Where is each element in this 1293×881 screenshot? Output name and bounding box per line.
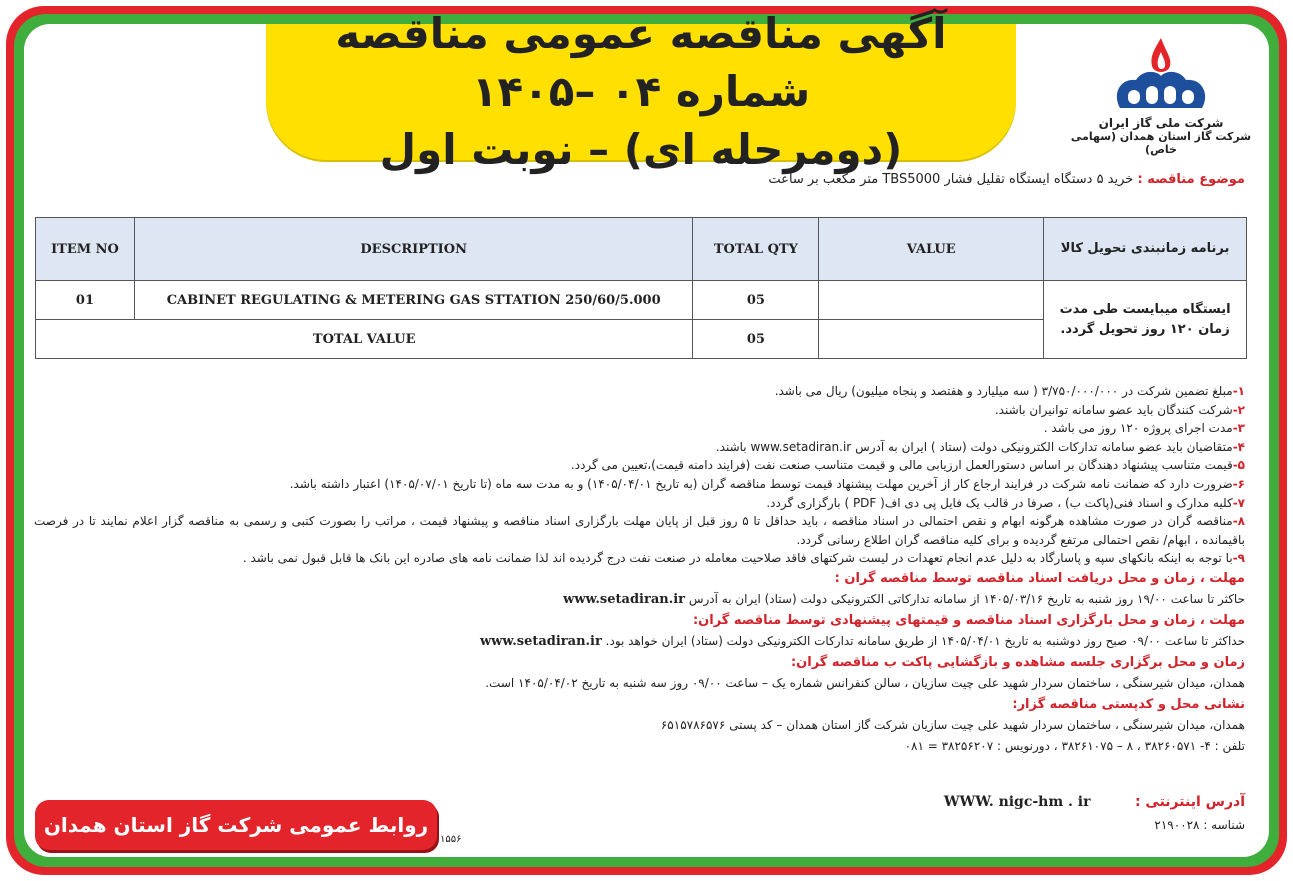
ad-code: ۱۵۵۶ [440,834,462,845]
section-heading-document-receipt: مهلت ، زمان و محل دریافت اسناد مناقصه توسط مناقصه گران : [834,570,1245,586]
section-body-opening-session: همدان، میدان شیرسنگی ، ساختمان سردار شهید علی چیت سازیان ، سالن کنفرانس شماره یک – ساعت ۰۹/۰۰ روز سه شنبه به تاریخ ۱۴۰۵/۰۴/۰۲ است. [485,675,1245,690]
title-line-2: (دومرحله ای) – نوبت اول [379,125,903,174]
section-heading-bid-upload: مهلت ، زمان و محل بارگزاری اسناد مناقصه و قیمتهای پیشنهادی توسط مناقصه گران: [692,612,1245,628]
clause-number: ۳- [1232,421,1245,436]
logo-subsidiary-name: شرکت گاز استان همدان (سهامی خاص) [1070,130,1252,156]
clause-number: ۸- [1232,514,1245,529]
clause-item [34,475,1245,494]
clause-text: کلیه مدارک و اسناد فنی(پاکت ب) ، صرفا در قالب یک فایل پی دی اف( PDF ) بارگزاری گردد. [766,495,1233,510]
cell-value [819,281,1044,320]
internet-label: آدرس اینترنتی : [1134,794,1245,810]
tender-clauses [34,382,1245,757]
total-value-label: TOTAL VALUE [36,320,693,359]
setadiran-link[interactable]: www.setadiran.ir [479,633,602,649]
public-relations-banner: روابط عمومی شرکت گاز استان همدان [35,800,437,850]
clause-number: ۴- [1232,439,1245,454]
internet-address [944,794,1245,810]
clause-item [34,438,1245,457]
section-text: حداکثر تا ساعت ۰۹/۰۰ صبح روز دوشنبه به تاریخ ۱۴۰۵/۰۴/۰۱ از طریق سامانه تدارکات الکترونیکی دولت (ستاد) ایران خواهد بود. [605,633,1245,648]
total-qty: 05 [693,320,819,359]
section-body-address: همدان، میدان شیرسنگی ، ساختمان سردار شهید علی چیت سازیان شرکت گاز استان همدان – کد پستی ۶۵۱۵۷۸۶۵۷۶ [660,717,1245,732]
clause-item [34,512,1245,549]
nigc-logo [1068,34,1254,156]
subject-label: موضوع مناقصه : [1137,172,1245,187]
header-total-qty: TOTAL QTY [693,218,819,281]
clause-text: متقاضیان باید عضو سامانه تدارکات الکترونیکی دولت (ستاد ) ایران به آدرس www.setadiran.ir باشند. [715,439,1233,454]
clause-number: ۱- [1232,384,1245,398]
clause-item [34,494,1245,513]
clause-text: با توجه به اینکه بانکهای سپه و پاسارگاد به دلیل عدم انجام تعهدات در لیست شرکتهای فاقد صلاحیت معامله در صنعت نفت درج گردیده اند لذا ضمانت نامه های صادره این بانک ها قابل قبول نمی باشد . [242,551,1233,566]
title-banner [266,9,1016,174]
header-schedule: برنامه زمانبندی تحویل کالا [1044,218,1247,281]
setadiran-link[interactable]: www.setadiran.ir [563,591,686,607]
clause-item [34,401,1245,420]
clause-item [34,456,1245,475]
header-item-no: ITEM NO [36,218,135,281]
clause-item [34,382,1245,401]
clause-number: ۹- [1232,551,1245,566]
title-line-1: آگهی مناقصه عمومی مناقصه شماره ۰۴ –۱۴۰۵ [335,9,947,116]
clause-item [34,549,1245,568]
subject-text: خرید ۵ دستگاه ایستگاه تقلیل فشار TBS5000 متر مکعب بر ساعت [768,172,1134,187]
website-link[interactable]: WWW. nigc-hm . ir [943,794,1091,810]
clause-text: ضرورت دارد که ضمانت نامه شرکت در فرایند ارجاع کار از آخرین مهلت پیشنهاد قیمت توسط مناقصه گران (به تاریخ ۱۴۰۵/۰۴/۰۱) و به مدت سه ماه (تا تاریخ ۱۴۰۵/۰۷/۰۱) اعتبار داشته باشد. [289,476,1233,491]
clause-text: مناقصه گران در صورت مشاهده هرگونه ابهام و نقص احتمالی در اسناد مناقصه ، باید حداقل تا ۵ روز قبل از پایان مهلت بارگزاری اسناد مناقصه و پیشنهاد قیمت ، مراتب را بصورت کتبی و رسمی به مناقصه گزار اعلام نمایند تا در فرصت باقیمانده ، ابهام/ نقص احتمالی مرتفع گردیده و برای کلیه مناقصه گران اطلاع رسانی گردد. [34,514,1245,547]
header-value: VALUE [819,218,1044,281]
clause-text: مدت اجرای پروژه ۱۲۰ روز می باشد . [1043,421,1233,436]
clause-number: ۷- [1232,495,1245,510]
clause-text: شرکت کنندگان باید عضو سامانه توانیران باشند. [994,402,1233,417]
header-description: DESCRIPTION [134,218,692,281]
table-header-row [36,218,1247,281]
cell-description: CABINET REGULATING & METERING GAS STTATION 250/60/5.000 [134,281,692,320]
section-body-document-receipt [34,589,1245,610]
clause-number: ۵- [1232,458,1245,473]
items-table [35,217,1247,359]
clause-text: مبلغ تضمین شرکت در ۳/۷۵۰/۰۰۰/۰۰۰ ( سه میلیارد و هفتصد و پنجاه میلیون) ریال می باشد. [774,384,1233,398]
cell-schedule: ایستگاه میبایست طی مدت زمان ۱۲۰ روز تحویل گردد. [1044,281,1247,359]
cell-qty: 05 [693,281,819,320]
clause-number: ۶- [1232,476,1245,491]
phone-line: تلفن : ۴- ۳۸۲۶۰۵۷۱ ، ۸ – ۳۸۲۶۱۰۷۵ ، دورنویس : ۳۸۲۵۶۲۰۷ = ۰۸۱ [904,738,1245,753]
clause-item [34,419,1245,438]
logo-company-name: شرکت ملی گاز ایران [1098,116,1224,130]
section-body-bid-upload [34,631,1245,652]
table-row [36,281,1247,320]
cell-item-no: 01 [36,281,135,320]
section-text: حاکثر تا ساعت ۱۹/۰۰ روز شنبه به تاریخ ۱۴۰۵/۰۳/۱۶ از سامانه تدارکاتی الکترونیکی دولت (ستاد) ایران به آدرس [688,591,1245,606]
total-value [819,320,1044,359]
clause-number: ۲- [1232,402,1245,417]
section-heading-opening-session: زمان و محل برگزاری جلسه مشاهده و بازگشایی پاکت ب مناقصه گران: [790,654,1245,670]
section-heading-address: نشانی محل و کدپستی مناقصه گزار: [1012,696,1245,712]
tender-subject [768,172,1245,187]
clause-text: قیمت متناسب پیشنهاد دهندگان بر اساس دستورالعمل ارزیابی مالی و قیمت متناسب صنعت نفت (فرایند دامنه قیمت)،تعیین می گردد. [570,458,1233,473]
tender-id: شناسه : ۲۱۹۰۰۲۸ [1154,818,1245,832]
flame-logo-icon [1106,34,1216,116]
